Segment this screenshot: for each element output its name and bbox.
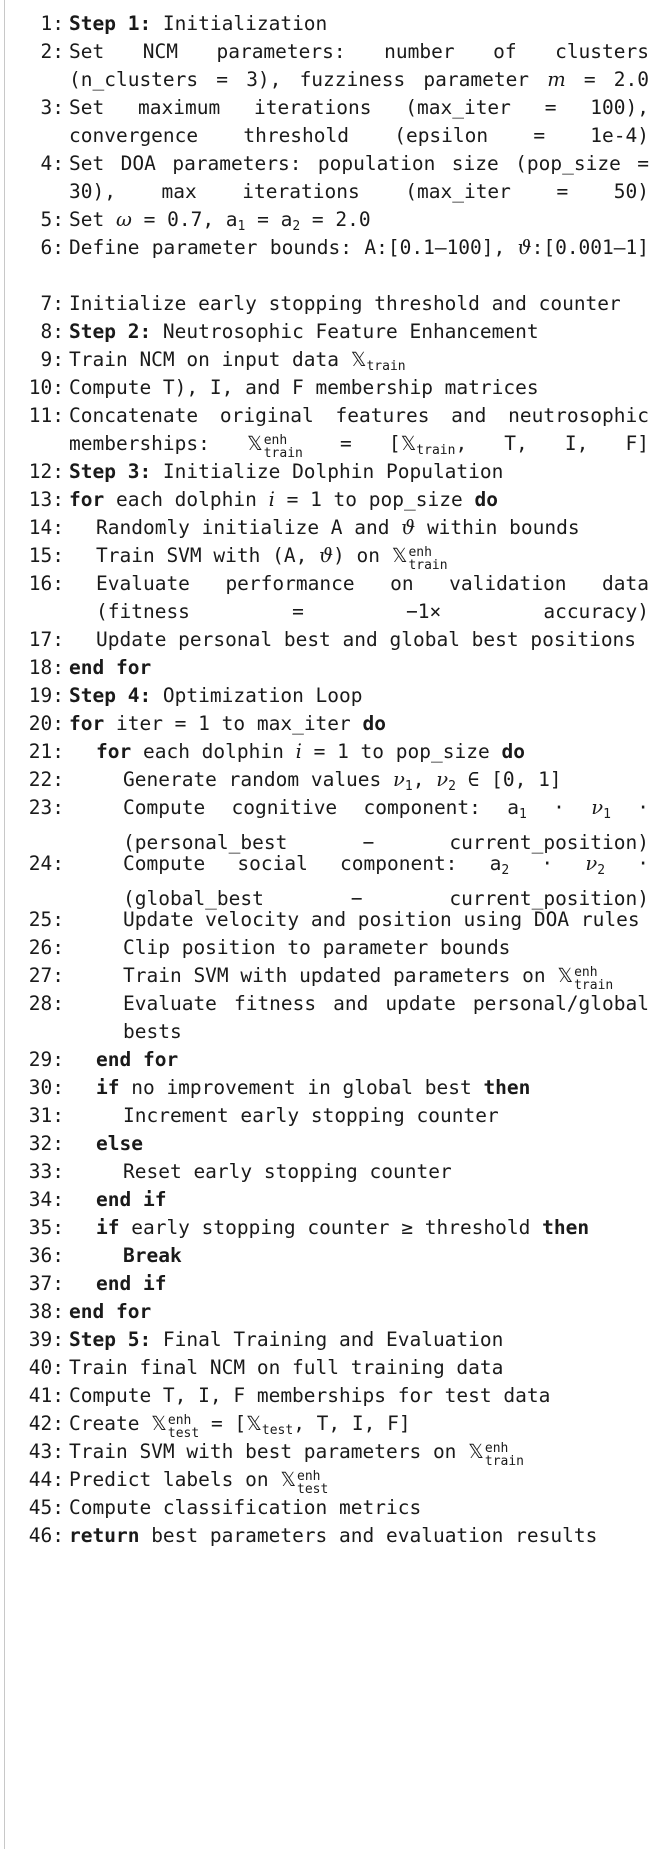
line-text [96, 738, 649, 766]
line-text [123, 1102, 649, 1130]
line-number: 1: [40, 12, 64, 35]
line-number: 43: [28, 1440, 64, 1463]
line-text [69, 1298, 649, 1326]
text-segment: ∈ [0, 1] [455, 768, 562, 791]
line-text [69, 402, 649, 465]
line-number: 46: [28, 1524, 64, 1547]
text-segment: each dolphin [104, 488, 269, 511]
line-number: 33: [28, 1160, 64, 1183]
line-text [96, 626, 649, 654]
subscript: 2 [448, 779, 456, 794]
subscript: 2 [292, 219, 301, 234]
line-text [69, 290, 649, 318]
math-symbol: i [268, 488, 275, 511]
keyword: if [96, 1216, 120, 1239]
line-number: 30: [28, 1076, 64, 1099]
text-segment: Set maximum iterations (max_iter = 100), convergence threshold (epsilon = 1e-4) [69, 96, 649, 147]
line-text [96, 514, 649, 542]
text-segment: Generate random values [123, 768, 394, 791]
text-segment: Evaluate fitness and update personal/global bests [123, 992, 649, 1043]
keyword: Step 5: [69, 1328, 152, 1351]
math-symbol: ϑ [401, 516, 416, 539]
line-text [96, 542, 649, 572]
line-number: 18: [28, 656, 64, 679]
line-number: 44: [28, 1468, 64, 1491]
line-text [69, 94, 649, 150]
math-symbol: ν [436, 768, 449, 791]
keyword: Step 4: [69, 684, 152, 707]
line-text [69, 234, 649, 262]
math-symbol: ϑ [517, 236, 532, 259]
subscript: 1 [603, 807, 611, 822]
keyword: then [483, 1076, 531, 1099]
line-number: 32: [28, 1132, 64, 1155]
line-number: 8: [40, 320, 64, 343]
text-segment: = [𝕏 [199, 1412, 262, 1435]
text-segment: Increment early stopping counter [123, 1104, 499, 1127]
math-symbol: ω [115, 208, 132, 231]
subscript: 1 [404, 779, 413, 794]
text-segment: · [509, 852, 586, 875]
line-text [123, 794, 649, 857]
text-segment: = [𝕏 [302, 432, 417, 455]
keyword: end for [69, 1300, 152, 1323]
text-segment: Reset early stopping counter [123, 1160, 452, 1183]
text-segment: Train SVM with (A, [96, 544, 320, 567]
text-segment: · (personal_best − current_position) [123, 796, 649, 854]
text-segment: Concatenate original features and neutrosophic memberships: 𝕏 [69, 404, 649, 455]
text-segment: iter = 1 to max_iter [104, 712, 363, 735]
text-segment: Compute social component: a [123, 852, 502, 875]
text-segment: Set DOA parameters: population size (pop_size = 30), max iterations (max_iter = 50) [69, 152, 649, 203]
line-number: 31: [28, 1104, 64, 1127]
line-text [69, 1326, 649, 1354]
line-text [96, 1270, 649, 1298]
line-number: 14: [28, 516, 64, 539]
text-segment: Initialization [151, 12, 328, 35]
text-segment: = 2.0 [565, 68, 649, 91]
super-sub-script: enh test [297, 1469, 329, 1497]
line-text [69, 1354, 649, 1382]
keyword: Step 2: [69, 320, 152, 343]
math-symbol: ν [585, 852, 598, 875]
text-segment: Train SVM with best parameters on 𝕏 [69, 1440, 484, 1463]
line-text [69, 1466, 649, 1496]
line-number: 7: [40, 292, 64, 315]
line-number: 3: [40, 96, 64, 119]
text-segment: Optimization Loop [151, 684, 363, 707]
keyword: Break [123, 1244, 182, 1267]
line-text [123, 990, 649, 1046]
keyword: end if [96, 1188, 167, 1211]
text-segment: Initialize Dolphin Population [151, 460, 504, 483]
subscript: train [416, 443, 456, 458]
text-segment: · [526, 796, 592, 819]
keyword: else [96, 1132, 143, 1155]
line-number: 9: [40, 348, 64, 371]
line-text [69, 1382, 649, 1410]
text-segment: , [412, 768, 437, 791]
line-number: 15: [28, 544, 64, 567]
line-text [69, 318, 649, 346]
text-segment: = 1 to pop_size [274, 488, 475, 511]
text-segment: = 1 to pop_size [301, 740, 502, 763]
text-segment: · (global_best − current_position) [123, 852, 649, 910]
line-number: 37: [28, 1272, 64, 1295]
keyword: then [542, 1216, 590, 1239]
text-segment: Update velocity and position using DOA rules [123, 908, 640, 931]
text-segment: best parameters and evaluation results [139, 1524, 598, 1547]
line-text [123, 934, 649, 962]
line-number: 21: [28, 740, 64, 763]
text-segment: :[0.001–1] [531, 236, 649, 259]
line-number: 13: [28, 488, 64, 511]
line-number: 40: [28, 1356, 64, 1379]
math-symbol: m [547, 68, 566, 91]
line-text [69, 458, 649, 486]
line-number: 11: [28, 404, 64, 427]
line-number: 39: [28, 1328, 64, 1351]
text-segment: within bounds [415, 516, 580, 539]
line-text [96, 1214, 649, 1242]
line-number: 22: [28, 768, 64, 791]
text-segment: Create 𝕏 [69, 1412, 167, 1435]
keyword: end for [96, 1048, 179, 1071]
text-segment: Compute classification metrics [69, 1496, 422, 1519]
line-text [96, 570, 649, 626]
text-segment: = a [245, 208, 293, 231]
text-segment: = 0.7, a [131, 208, 238, 231]
super-sub-script: enh train [263, 433, 303, 461]
keyword: for [96, 740, 132, 763]
text-segment: no improvement in global best [119, 1076, 484, 1099]
line-number: 5: [40, 208, 64, 231]
line-text [69, 374, 649, 402]
line-text [96, 1186, 649, 1214]
line-number: 34: [28, 1188, 64, 1211]
text-segment: early stopping counter ≥ threshold [119, 1216, 543, 1239]
line-number: 2: [40, 40, 64, 63]
line-number: 26: [28, 936, 64, 959]
math-symbol: ν [591, 796, 604, 819]
line-number: 16: [28, 572, 64, 595]
line-number: 45: [28, 1496, 64, 1519]
line-text [96, 1130, 649, 1158]
keyword: do [362, 712, 386, 735]
line-text [69, 654, 649, 682]
text-segment: , T, I, F] [293, 1412, 411, 1435]
text-segment: = 2.0 [300, 208, 371, 231]
line-text [69, 38, 649, 94]
keyword: if [96, 1076, 120, 1099]
line-number: 4: [40, 152, 64, 175]
line-text [123, 906, 649, 934]
super-sub-script: enh train [574, 965, 614, 993]
line-number: 23: [28, 796, 64, 819]
line-text [96, 1046, 649, 1074]
keyword: for [69, 712, 105, 735]
math-symbol: ν [393, 768, 405, 791]
text-segment: Set [69, 208, 116, 231]
line-number: 27: [28, 964, 64, 987]
super-sub-script: enh test [167, 1413, 200, 1441]
subscript: 1 [518, 807, 527, 822]
keyword: end for [69, 656, 152, 679]
line-text [69, 682, 649, 710]
text-segment: each dolphin [131, 740, 296, 763]
text-segment: Predict labels on 𝕏 [69, 1468, 297, 1491]
line-number: 6: [40, 236, 64, 259]
text-segment: Compute cognitive component: a [123, 796, 519, 819]
text-segment: Update personal best and global best positions [96, 628, 637, 651]
math-symbol: i [295, 740, 302, 763]
super-sub-script: enh train [408, 545, 448, 573]
text-segment: Train NCM on input data 𝕏 [69, 348, 367, 371]
line-text [69, 1438, 649, 1468]
line-number: 20: [28, 712, 64, 735]
line-number: 10: [28, 376, 64, 399]
line-number: 17: [28, 628, 64, 651]
line-text [96, 1074, 649, 1102]
line-text [69, 10, 649, 38]
subscript: 1 [237, 219, 246, 234]
subscript: train [366, 359, 406, 374]
line-text [123, 1158, 649, 1186]
line-number: 29: [28, 1048, 64, 1071]
text-segment: Clip position to parameter bounds [123, 936, 511, 959]
line-number: 19: [28, 684, 64, 707]
keyword: do [474, 488, 498, 511]
line-number: 41: [28, 1384, 64, 1407]
text-segment: Neutrosophic Feature Enhancement [151, 320, 539, 343]
line-text [69, 710, 649, 738]
subscript: 2 [501, 863, 510, 878]
line-text [69, 1522, 649, 1550]
text-segment: Compute T), I, and F membership matrices [69, 376, 539, 399]
text-segment: ) on 𝕏 [333, 544, 408, 567]
line-text [123, 962, 649, 992]
line-text [69, 486, 649, 514]
line-number: 38: [28, 1300, 64, 1323]
line-number: 35: [28, 1216, 64, 1239]
line-text [123, 1242, 649, 1270]
text-segment: Randomly initialize A and [96, 516, 402, 539]
super-sub-script: enh train [484, 1441, 525, 1469]
line-number: 36: [28, 1244, 64, 1267]
keyword: do [501, 740, 525, 763]
text-segment: Set NCM parameters: number of clusters (n_clusters = 3), fuzziness parameter [69, 40, 649, 91]
keyword: Step 3: [69, 460, 152, 483]
text-segment: Evaluate performance on validation data (fitness = −1× accuracy) [96, 572, 649, 623]
line-number: 24: [28, 852, 64, 875]
keyword: end if [96, 1272, 167, 1295]
left-rule [4, 0, 5, 1849]
text-segment: Train final NCM on full training data [69, 1356, 504, 1379]
line-number: 25: [28, 908, 64, 931]
line-number: 28: [28, 992, 64, 1015]
line-text [69, 150, 649, 206]
text-segment: Compute T, I, F memberships for test data [69, 1384, 551, 1407]
line-number: 12: [28, 460, 64, 483]
text-segment: , T, I, F] [455, 432, 649, 455]
text-segment: Define parameter bounds: A:[0.1–100], [69, 236, 518, 259]
line-text [123, 850, 649, 913]
keyword: for [69, 488, 105, 511]
math-symbol: ϑ [319, 544, 334, 567]
line-text [69, 1494, 649, 1522]
line-number: 42: [28, 1412, 64, 1435]
keyword: Step 1: [69, 12, 152, 35]
subscript: 2 [597, 863, 606, 878]
text-segment: Initialize early stopping threshold and counter [69, 292, 621, 315]
keyword: return [69, 1524, 140, 1547]
text-segment: Final Training and Evaluation [151, 1328, 504, 1351]
subscript: test [261, 1423, 294, 1438]
text-segment: Train SVM with updated parameters on 𝕏 [123, 964, 574, 987]
